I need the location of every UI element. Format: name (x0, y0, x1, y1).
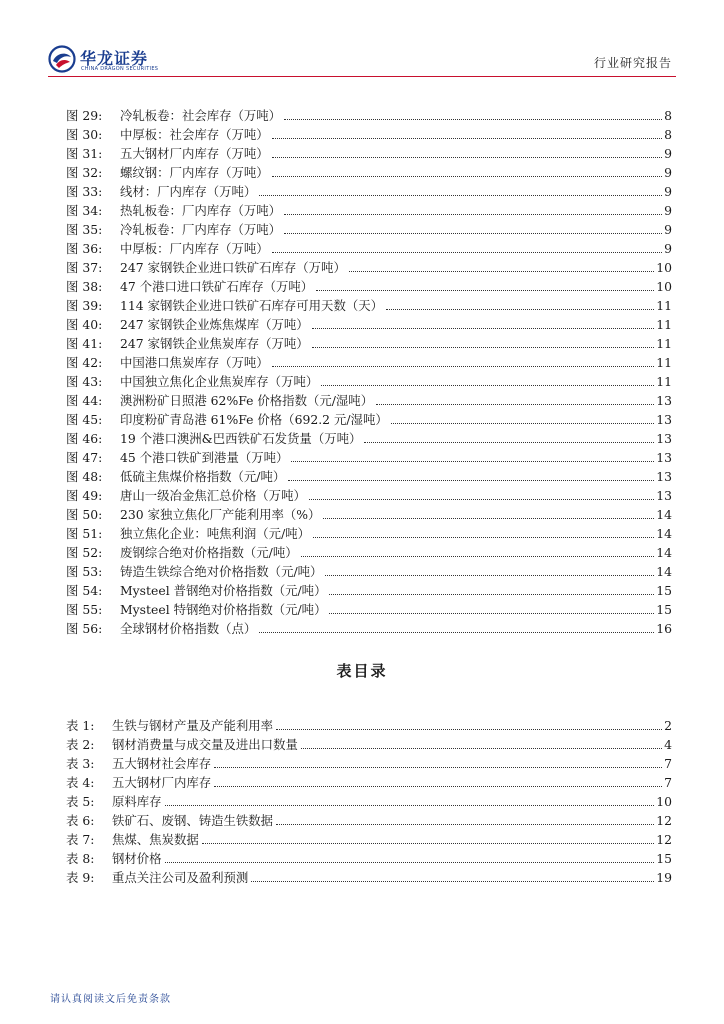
toc-row[interactable] (66, 617, 672, 636)
toc-leader-dots (251, 880, 654, 882)
toc-page-number: 11 (656, 336, 672, 351)
toc-row[interactable] (66, 275, 672, 294)
toc-row[interactable] (66, 408, 672, 427)
toc-title: 螺纹钢：厂内库存（万吨） (120, 165, 269, 180)
toc-row[interactable] (66, 847, 672, 866)
toc-leader-dots (202, 842, 654, 844)
toc-page-number: 15 (656, 583, 672, 598)
toc-label: 图 39: (66, 298, 103, 313)
toc-label: 表 6: (66, 813, 95, 828)
toc-page-number: 13 (656, 488, 672, 503)
toc-page-number: 13 (656, 431, 672, 446)
toc-label: 表 7: (66, 832, 95, 847)
toc-leader-dots (272, 137, 662, 139)
toc-page-number: 16 (656, 621, 672, 636)
toc-title: 247 家钢铁企业进口铁矿石库存（万吨） (120, 260, 346, 275)
toc-label: 图 31: (66, 146, 103, 161)
toc-label: 图 34: (66, 203, 103, 218)
toc-leader-dots (165, 861, 655, 863)
toc-row[interactable] (66, 389, 672, 408)
toc-label: 图 44: (66, 393, 103, 408)
toc-leader-dots (165, 804, 655, 806)
toc-page-number: 11 (656, 298, 672, 313)
toc-title: 钢材消费量与成交量及进出口数量 (112, 737, 298, 752)
toc-row[interactable] (66, 294, 672, 313)
toc-title: 中厚板：社会库存（万吨） (120, 127, 269, 142)
toc-title: 铁矿石、废钢、铸造生铁数据 (112, 813, 274, 828)
toc-title: 247 家钢铁企业焦炭库存（万吨） (120, 336, 309, 351)
toc-page-number: 10 (656, 260, 672, 275)
toc-leader-dots (312, 327, 655, 329)
toc-leader-dots (329, 593, 654, 595)
toc-page-number: 9 (664, 165, 672, 180)
toc-leader-dots (391, 422, 654, 424)
toc-leader-dots (323, 517, 654, 519)
toc-leader-dots (272, 156, 662, 158)
toc-title: 澳洲粉矿日照港 62%Fe 价格指数（元/湿吨） (120, 393, 374, 408)
toc-row[interactable] (66, 560, 672, 579)
toc-label: 表 9: (66, 870, 95, 885)
toc-title: 19 个港口澳洲&巴西铁矿石发货量（万吨） (120, 431, 362, 446)
dragon-logo-icon (48, 45, 76, 73)
toc-page-number: 7 (664, 775, 672, 790)
toc-leader-dots (272, 365, 655, 367)
toc-title: 114 家钢铁企业进口铁矿石库存可用天数（天） (120, 298, 384, 313)
toc-page-number: 14 (656, 526, 672, 541)
toc-row[interactable] (66, 828, 672, 847)
toc-label: 表 4: (66, 775, 95, 790)
toc-page-number: 7 (664, 756, 672, 771)
toc-title: 247 家钢铁企业炼焦煤库（万吨） (120, 317, 309, 332)
toc-leader-dots (349, 270, 654, 272)
toc-label: 图 42: (66, 355, 103, 370)
toc-row[interactable] (66, 465, 672, 484)
toc-label: 图 45: (66, 412, 103, 427)
toc-leader-dots (272, 175, 662, 177)
toc-row[interactable] (66, 313, 672, 332)
footer-disclaimer: 请认真阅读文后免责条款 (50, 994, 171, 1005)
toc-title: 中厚板：厂内库存（万吨） (120, 241, 269, 256)
toc-leader-dots (386, 308, 654, 310)
toc-row[interactable] (66, 598, 672, 617)
toc-page-number: 11 (656, 355, 672, 370)
toc-leader-dots (284, 213, 662, 215)
toc-leader-dots (284, 118, 662, 120)
toc-label: 图 30: (66, 127, 103, 142)
toc-label: 图 56: (66, 621, 103, 636)
toc-label: 图 37: (66, 260, 103, 275)
toc-leader-dots (376, 403, 654, 405)
toc-row[interactable] (66, 752, 672, 771)
toc-row[interactable] (66, 541, 672, 560)
toc-page-number: 14 (656, 545, 672, 560)
toc-row[interactable] (66, 256, 672, 275)
toc-leader-dots (313, 536, 654, 538)
toc-label: 图 55: (66, 602, 103, 617)
toc-leader-dots (321, 384, 654, 386)
logo-text-en: CHINA DRAGON SECURITIES (81, 66, 159, 72)
toc-row[interactable] (66, 446, 672, 465)
toc-title: 五大钢材厂内库存 (112, 775, 212, 790)
toc-row[interactable] (66, 579, 672, 598)
toc-label: 表 3: (66, 756, 95, 771)
toc-row[interactable] (66, 218, 672, 237)
toc-page-number: 15 (656, 602, 672, 617)
toc-title: 热轧板卷：厂内库存（万吨） (120, 203, 282, 218)
figure-toc-list (66, 104, 672, 636)
toc-title: 废钢综合绝对价格指数（元/吨） (120, 545, 298, 560)
toc-row[interactable] (66, 199, 672, 218)
toc-label: 图 46: (66, 431, 103, 446)
toc-row[interactable] (66, 714, 672, 733)
toc-leader-dots (276, 823, 654, 825)
toc-title: 冷轧板卷：社会库存（万吨） (120, 108, 282, 123)
toc-label: 表 2: (66, 737, 95, 752)
toc-page-number: 11 (656, 374, 672, 389)
toc-row[interactable] (66, 866, 672, 885)
toc-title: 生铁与钢材产量及产能利用率 (112, 718, 274, 733)
toc-page-number: 9 (664, 184, 672, 199)
toc-leader-dots (276, 728, 662, 730)
toc-title: 铸造生铁综合绝对价格指数（元/吨） (120, 564, 323, 579)
toc-label: 表 5: (66, 794, 95, 809)
toc-title: 唐山一级冶金焦汇总价格（万吨） (120, 488, 306, 503)
toc-leader-dots (272, 251, 662, 253)
toc-leader-dots (301, 747, 662, 749)
toc-title: 45 个港口铁矿到港量（万吨） (120, 450, 289, 465)
toc-page-number: 19 (656, 870, 672, 885)
toc-page-number: 9 (664, 203, 672, 218)
toc-leader-dots (301, 555, 655, 557)
company-logo (48, 45, 188, 75)
toc-row[interactable] (66, 484, 672, 503)
toc-page-number: 9 (664, 241, 672, 256)
toc-leader-dots (288, 479, 654, 481)
toc-title: 焦煤、焦炭数据 (112, 832, 199, 847)
toc-page-number: 14 (656, 564, 672, 579)
toc-label: 图 51: (66, 526, 103, 541)
toc-row[interactable] (66, 522, 672, 541)
toc-label: 图 36: (66, 241, 103, 256)
toc-row[interactable] (66, 733, 672, 752)
toc-page-number: 10 (656, 794, 672, 809)
toc-label: 图 53: (66, 564, 103, 579)
toc-title: 中国独立焦化企业焦炭库存（万吨） (120, 374, 319, 389)
toc-row[interactable] (66, 180, 672, 199)
toc-page-number: 8 (664, 108, 672, 123)
toc-row[interactable] (66, 351, 672, 370)
toc-label: 图 47: (66, 450, 103, 465)
toc-page-number: 13 (656, 393, 672, 408)
toc-label: 图 50: (66, 507, 103, 522)
toc-label: 图 48: (66, 469, 103, 484)
toc-page-number: 4 (664, 737, 672, 752)
toc-title: 冷轧板卷：厂内库存（万吨） (120, 222, 282, 237)
header-divider (48, 76, 676, 77)
toc-title: 中国港口焦炭库存（万吨） (120, 355, 269, 370)
toc-row[interactable] (66, 332, 672, 351)
toc-leader-dots (284, 232, 662, 234)
page-header (0, 0, 724, 80)
toc-page-number: 13 (656, 412, 672, 427)
toc-title: 全球钢材价格指数（点） (120, 621, 257, 636)
toc-label: 图 33: (66, 184, 103, 199)
toc-label: 图 38: (66, 279, 103, 294)
toc-label: 图 29: (66, 108, 103, 123)
toc-row[interactable] (66, 123, 672, 142)
toc-page-number: 12 (656, 832, 672, 847)
toc-label: 图 35: (66, 222, 103, 237)
toc-row[interactable] (66, 161, 672, 180)
toc-title: Mysteel 普钢绝对价格指数（元/吨） (120, 583, 327, 598)
toc-row[interactable] (66, 771, 672, 790)
toc-row[interactable] (66, 790, 672, 809)
toc-title: 230 家独立焦化厂产能利用率（%） (120, 507, 321, 522)
toc-label: 图 40: (66, 317, 103, 332)
toc-leader-dots (259, 194, 662, 196)
toc-leader-dots (312, 346, 655, 348)
toc-page-number: 12 (656, 813, 672, 828)
toc-page-number: 13 (656, 469, 672, 484)
logo-text-cn: 华龙证券 (80, 49, 149, 68)
toc-row[interactable] (66, 370, 672, 389)
toc-page-number: 8 (664, 127, 672, 142)
toc-page-number: 10 (656, 279, 672, 294)
toc-leader-dots (316, 289, 654, 291)
toc-row[interactable] (66, 104, 672, 123)
toc-leader-dots (259, 631, 654, 633)
toc-page-number: 15 (656, 851, 672, 866)
toc-title: 五大钢材厂内库存（万吨） (120, 146, 269, 161)
toc-leader-dots (309, 498, 654, 500)
toc-leader-dots (325, 574, 654, 576)
toc-title: 五大钢材社会库存 (112, 756, 212, 771)
toc-page-number: 14 (656, 507, 672, 522)
toc-title: Mysteel 特钢绝对价格指数（元/吨） (120, 602, 327, 617)
toc-page-number: 11 (656, 317, 672, 332)
toc-leader-dots (329, 612, 654, 614)
toc-row[interactable] (66, 427, 672, 446)
toc-title: 重点关注公司及盈利预测 (112, 870, 249, 885)
toc-row[interactable] (66, 142, 672, 161)
toc-page-number: 13 (656, 450, 672, 465)
toc-label: 图 32: (66, 165, 103, 180)
toc-label: 图 49: (66, 488, 103, 503)
toc-row[interactable] (66, 809, 672, 828)
report-type-label: 行业研究报告 (593, 56, 672, 70)
toc-label: 图 52: (66, 545, 103, 560)
toc-leader-dots (291, 460, 654, 462)
toc-title: 印度粉矿青岛港 61%Fe 价格（692.2 元/湿吨） (120, 412, 388, 427)
toc-label: 表 8: (66, 851, 95, 866)
toc-page-number: 9 (664, 222, 672, 237)
toc-title: 低硫主焦煤价格指数（元/吨） (120, 469, 286, 484)
toc-title: 47 个港口进口铁矿石库存（万吨） (120, 279, 314, 294)
toc-title: 钢材价格 (112, 851, 162, 866)
table-toc-heading: 表目录 (336, 662, 388, 680)
toc-title: 独立焦化企业：吨焦利润（元/吨） (120, 526, 311, 541)
toc-page-number: 9 (664, 146, 672, 161)
toc-title: 原料库存 (112, 794, 162, 809)
toc-leader-dots (214, 766, 662, 768)
toc-label: 表 1: (66, 718, 95, 733)
toc-leader-dots (214, 785, 662, 787)
toc-title: 线材：厂内库存（万吨） (120, 184, 257, 199)
toc-label: 图 43: (66, 374, 103, 389)
table-toc-list (66, 714, 672, 885)
toc-label: 图 41: (66, 336, 103, 351)
toc-row[interactable] (66, 503, 672, 522)
toc-page-number: 2 (664, 718, 672, 733)
toc-row[interactable] (66, 237, 672, 256)
toc-label: 图 54: (66, 583, 103, 598)
toc-leader-dots (364, 441, 654, 443)
